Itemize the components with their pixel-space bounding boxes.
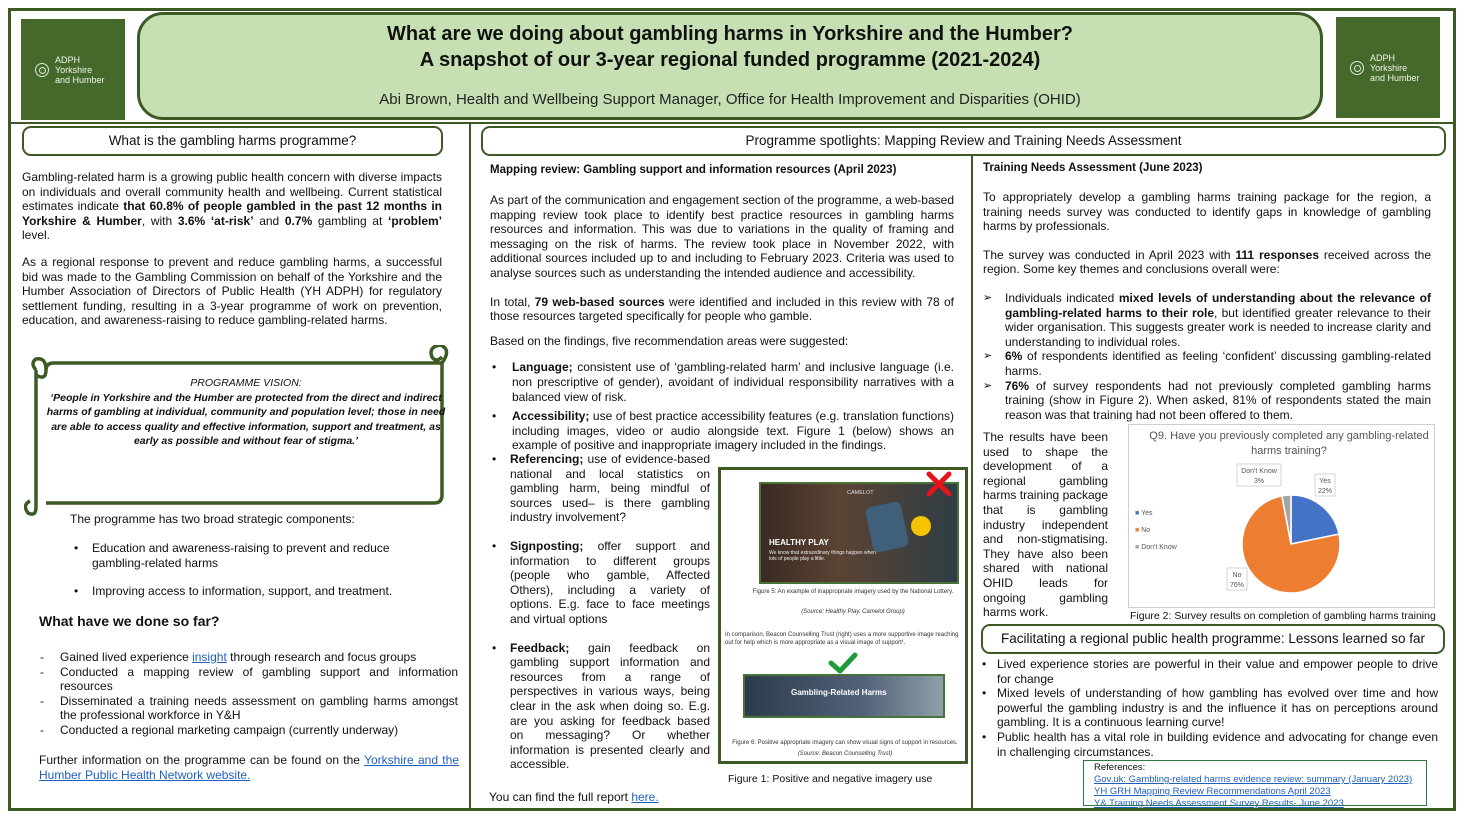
tna-results: The results have been used to shape the development of a regional gambling harms training package that is gambling industry independent and non-stigmatising. They have also been shared with national OHID leads for ongoing gambling harms work. (983, 430, 1108, 620)
list-item: ➢ Individuals indicated mixed levels of understanding about the relevance of gambling-related harms to their role, but identified greater relevance to their wider organisation. This suggests greater work is needed to increase clarity and understanding to individual roles. (983, 291, 1431, 349)
author-line: Abi Brown, Health and Wellbeing Support Manager, Office for Health Improvement and Disparities (OHID) (379, 91, 1081, 108)
mapping-title: Mapping review: Gambling support and information resources (April 2023) (490, 164, 897, 176)
list-item: - Conducted a mapping review of gambling support and information resources (38, 665, 458, 694)
legend-item: ■ No (1135, 527, 1151, 534)
section-heading-spotlights: Programme spotlights: Mapping Review and Training Needs Assessment (481, 126, 1446, 156)
logo-text: ADPH (55, 54, 81, 65)
promo-title: HEALTHY PLAY (769, 538, 829, 547)
logo-text: Yorkshire (1370, 62, 1408, 73)
title-line: A snapshot of our 3-year regional funded programme (2021-2024) (419, 49, 1041, 71)
components-intro: The programme has two broad strategic components: (70, 512, 355, 526)
column-divider (469, 123, 471, 808)
insight-link[interactable]: insight (192, 650, 227, 664)
logo-text: and Humber (1370, 72, 1420, 83)
fig6-source: (Source: Beacon Counselling Trust) (797, 751, 893, 757)
lottery-badge (911, 516, 931, 536)
list-item: • Signposting; offer support and information to different groups (people who gamble, Affected Others), including a variety of options. E.g. face to face meetings and virtual options (490, 539, 710, 627)
vision-title: PROGRAMME VISION: (190, 377, 302, 389)
list-item: • Lived experience stories are powerful in their value and empower people to drive for change (980, 657, 1438, 686)
list-item: • Feedback; gain feedback on gambling support information and resources from a range of perspectives in various ways, being clear in the ask when doing so. E.g. are you asking for feedback based on messaging? Or whether information is presented clearly and accessible. (490, 641, 710, 772)
done-list (38, 650, 458, 738)
tna-title: Training Needs Assessment (June 2023) (983, 162, 1203, 174)
full-report: You can find the full report here. (489, 790, 659, 804)
legend-swatch: ■ (1135, 510, 1140, 517)
list-item: • Public health has a vital role in building evidence and advocating for change even in challenging circumstances. (980, 730, 1438, 759)
reference-link[interactable]: Y& Training Needs Assessment Survey Results- June 2023 (1094, 798, 1344, 809)
full-report-link[interactable]: here. (631, 790, 659, 804)
vision-statement (44, 376, 448, 449)
tna-paragraph: To appropriately develop a gambling harms training package for the region, a training needs survey was conducted to identify gaps in knowledge of gambling harms by professionals. (983, 190, 1431, 234)
figure1-caption: Figure 1: Positive and negative imagery use (728, 773, 933, 785)
figure2-caption: Figure 2: Survey results on completion of gambling harms training (1130, 610, 1436, 622)
mapping-paragraph: As part of the communication and engagement section of the programme, a web-based mapping review took place to identify best practice resources in gambling harms resources and information. This was due to variations in the quality of framing and messaging on the risk of harms. The review took place in November 2022, with additional sources included up to and including to February 2023. Criteria was used to analyse sources such as understanding the intended audience and accessibility. (490, 193, 954, 280)
data-label-text: Yes (1319, 478, 1331, 485)
list-item: ➢ 6% of respondents identified as feeling ‘confident’ discussing gambling-related harms. (983, 349, 1431, 378)
references-box (1083, 760, 1427, 809)
logo-text: ADPH (1370, 52, 1396, 63)
intro-paragraph: Gambling-related harm is a growing public health concern with diverse impacts on individuals and overall community health and wellbeing. Current statistical estimates indicate that 60.8% of people gambled in the past 12 months in Yorkshire & Humber, with 3.6% ‘at-risk’ and 0.7% gambling at ‘problem’ level. (22, 170, 442, 243)
data-label-text: 76% (1229, 582, 1245, 589)
brand-text: CAMELOT (847, 490, 874, 496)
fig6-caption: Figure 6: Positive appropriate imagery can show visual signs of support in resources. (732, 740, 958, 746)
legend-swatch: ■ (1135, 544, 1140, 551)
column-divider (971, 150, 973, 808)
title-banner (137, 12, 1323, 120)
tna-paragraph: The survey was conducted in April 2023 with 111 responses received across the region. Some key themes and conclusions overall were: (983, 247, 1432, 277)
reference-link[interactable]: Gov.uk: Gambling-related harms evidence review: summary (January 2023) (1094, 774, 1413, 785)
survey-pie-chart (1128, 424, 1435, 608)
mapping-body (490, 193, 954, 458)
adph-logo-left (21, 19, 125, 120)
list-item: - Gained lived experience insight through research and focus groups (38, 650, 458, 665)
vision-text: ‘People in Yorkshire and the Humber are protected from the direct and indirect harms of gambling at individual, community and population level; those in need are able to access quality and effective information, support and treatment, as early as possible and without fear of stigma.’ (46, 391, 446, 447)
data-label-text: No (1232, 572, 1242, 579)
mapping-recs-lower (490, 452, 710, 777)
list-item: - Disseminated a training needs assessment on gambling harms amongst the professional workforce in Y&H (38, 694, 458, 723)
fig5-source: (Source: Healthy Play, Camelot Group) (801, 609, 905, 615)
cross-icon (925, 470, 953, 498)
list-item: • Mixed levels of understanding of how gambling has evolved over time and how powerful the gambling industry is and the influence it has on perceptions around gambling. It is a continuous learning curve! (980, 686, 1438, 730)
tna-body (983, 190, 1431, 422)
reference-link[interactable]: YH GRH Mapping Review Recommendations April 2023 (1094, 786, 1331, 797)
fig5-caption: Figure 5: An example of inappropriate imagery used by the National Lottery. (752, 589, 954, 595)
title-line: What are we doing about gambling harms in Yorkshire and the Humber? (386, 23, 1073, 45)
crest-icon (1350, 61, 1364, 75)
legend-swatch: ■ (1135, 527, 1140, 534)
done-heading: What have we done so far? (39, 613, 220, 629)
logo-text: Yorkshire (55, 64, 93, 75)
funding-paragraph: As a regional response to prevent and reduce gambling harms, a successful bid was made to the Gambling Commission on behalf of the Yorkshire and the Humber Association of Directors of Public Health (YH ADPH) for regulatory settlement funding, resulting in a 3-year programme of work on prevention, education, and awareness-raising to reduce gambling-related harms. (22, 254, 442, 328)
beacon-banner-image (743, 674, 945, 718)
poster-title (140, 21, 1320, 73)
list-item: • Education and awareness-raising to prevent and reduce gambling-related harms (72, 541, 432, 570)
further-info: Further information on the programme can be found on the Yorkshire and the Humber Public Health Network website. (39, 753, 459, 782)
list-item: • Referencing; use of evidence-based national and local statistics on gambling harm, being mindful of sources used– is there gambling industry involvement? (490, 452, 710, 525)
logo-text: and Humber (55, 74, 105, 85)
crest-icon (35, 63, 49, 77)
data-label (1237, 464, 1281, 486)
list-item: • Accessibility; use of best practice accessibility features (e.g. translation functions) including images, video or audio alongside text. Figure 1 (below) shows an example of positive and inappropriate imagery included in the findings. (490, 409, 954, 453)
list-item: - Conducted a regional marketing campaign (currently underway) (38, 723, 458, 738)
promo-subtitle: We know that extraordinary things happen when lots of people play a little. (769, 550, 876, 562)
section-heading-lessons: Facilitating a regional public health programme: Lessons learned so far (981, 624, 1445, 654)
section-heading-programme: What is the gambling harms programme? (22, 126, 443, 156)
references-label: References: (1094, 762, 1146, 773)
list-item: • Language; consistent use of ‘gambling-related harm’ and inclusive language (i.e. non prescriptive of gender), avoidant of individual responsibility narratives with a balanced view of risk. (490, 360, 954, 404)
chart-title: Q9. Have you previously completed any gambling-related harms training? (1149, 430, 1429, 457)
data-label (1315, 474, 1335, 496)
adph-logo-right (1336, 17, 1440, 118)
legend-item: ■ Yes (1135, 510, 1153, 517)
data-label (1227, 568, 1247, 590)
list-item: ➢ 76% of survey respondents had not previously completed gambling harms training (show in Figure 2). When asked, 81% of respondents stated the main reason was that training had not been offered to them. (983, 379, 1431, 423)
header-divider (11, 122, 1453, 124)
mapping-paragraph: Based on the findings, five recommendation areas were suggested: (490, 333, 849, 348)
mapping-paragraph: In total, 79 web-based sources were identified and included in this review with 78 of those resources targeted specifically for people who gamble. (490, 294, 954, 324)
pie-svg (1129, 425, 1434, 607)
banner-title: Gambling-Related Harms (791, 688, 887, 697)
legend-item: ■ Don't Know (1135, 544, 1177, 551)
check-icon (828, 652, 858, 674)
list-item: • Improving access to information, support, and treatment. (72, 584, 432, 599)
components-list (72, 541, 432, 604)
comparison-text: In comparison, Beacon Counselling Trust (right) uses a more supportive image reaching out for help which is more appropriate as a visual image of support¹. (725, 632, 959, 646)
data-label-text: 22% (1317, 488, 1333, 495)
phone-graphic (865, 501, 910, 553)
lessons-list (980, 657, 1438, 759)
data-label-text: 3% (1253, 478, 1265, 485)
network-website-link[interactable]: Yorkshire and the Humber Public Health Network website. (39, 753, 459, 782)
data-label-text: Don't Know (1241, 468, 1277, 475)
intro-text (22, 170, 442, 338)
